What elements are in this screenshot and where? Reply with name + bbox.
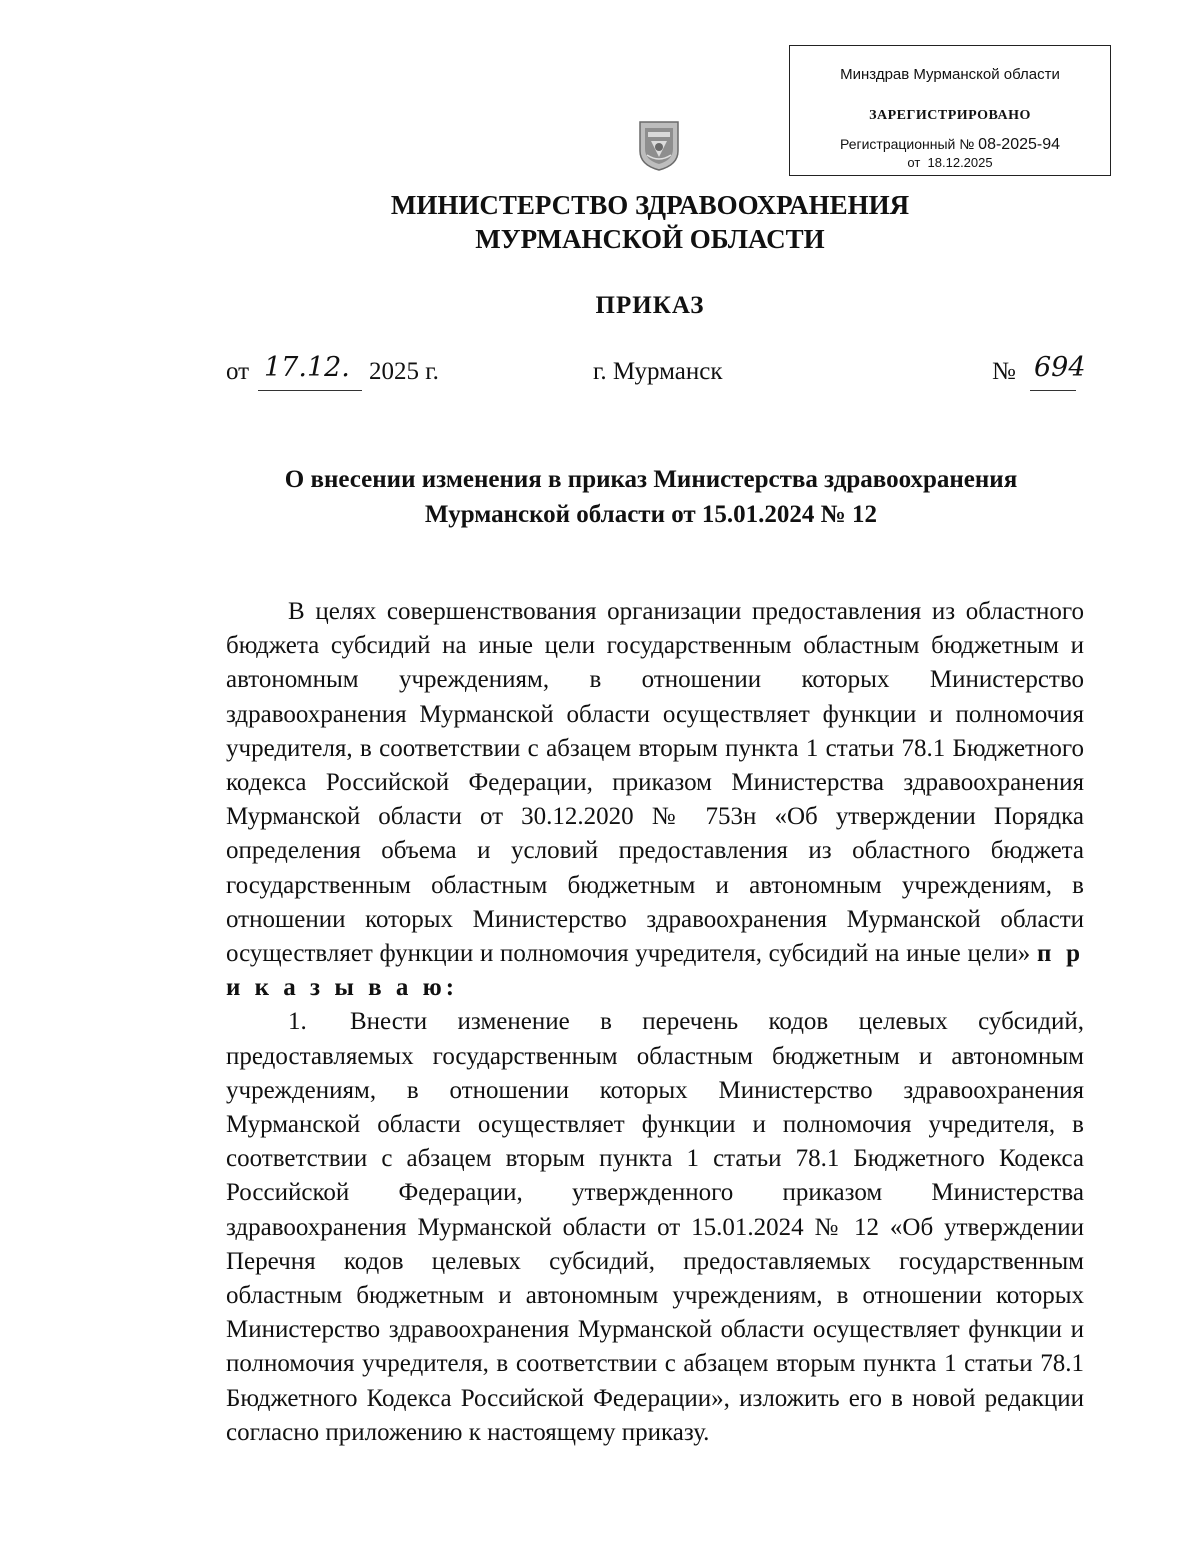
- coat-of-arms-icon: [637, 119, 681, 172]
- preamble-text: В целях совершенствования организации предоставления из областного бюджета субсидий на иные цели государственным областным бюджетным и автономным учреждениям, в отношении которых Министерство здравоохранения Мурманской области осуществляет функции и полномочия учредителя, в соответствии с абзацем вторым пункта 1 статьи 78.1 Бюджетного кодекса Российской Федерации, приказом Министерства здравоохранения Мурманской области от 30.12.2020 № 753н «Об утверждении Порядка определения объема и условий предоставления из областного бюджета государственным областным бюджетным и автономным учреждениям, в отношении которых Министерство здравоохранения Мурманской области осуществляет функции и полномочия учредителя, субсидий на иные цели»: [226, 598, 1084, 968]
- order-city: г. Мурманск: [593, 358, 723, 385]
- item-1-number: 1.: [288, 1008, 307, 1036]
- order-subject: [220, 462, 1082, 532]
- subject-line-2: Мурманской области от 15.01.2024 № 12: [424, 501, 878, 528]
- stamp-date: [790, 155, 1110, 170]
- stamp-date-label: от: [907, 155, 921, 170]
- order-body: [226, 595, 1084, 1450]
- ministry-line-2: МУРМАНСКОЙ ОБЛАСТИ: [475, 224, 825, 254]
- item-1-text: Внести изменение в перечень кодов целевых субсидий, предоставляемых государственным областным бюджетным и автономным учреждениям, в отношении которых Министерство здравоохранения Мурманской области осуществляет функции и полномочия учредителя, в соответствии с абзацем вторым пункта 1 статьи 78.1 Бюджетного Кодекса Российской Федерации, утвержденного приказом Министерства здравоохранения Мурманской области от 15.01.2024 № 12 «Об утверждении Перечня кодов целевых субсидий, предоставляемых государственным областным бюджетным и автономным учреждениям, в отношении которых Министерство здравоохранения Мурманской области осуществляет функции и полномочия учредителя, в соответствии с абзацем вторым пункта 1 статьи 78.1 Бюджетного Кодекса Российской Федерации», изложить его в новой редакции согласно приложению к настоящему приказу.: [226, 1008, 1084, 1446]
- item-1-paragraph: [226, 1005, 1084, 1450]
- stamp-organization: Минздрав Мурманской области: [840, 66, 1060, 83]
- subject-line-1: О внесении изменения в приказ Министерства здравоохранения: [284, 466, 1018, 493]
- stamp-reg-label: Регистрационный №: [839, 136, 975, 152]
- ministry-name: [300, 188, 1000, 256]
- date-prefix: от: [226, 358, 250, 385]
- order-word: п р и к а з ы в а ю:: [226, 940, 1084, 1002]
- ministry-line-1: МИНИСТЕРСТВО ЗДРАВООХРАНЕНИЯ: [390, 190, 910, 220]
- stamp-reg-number: 08-2025-94: [978, 136, 1061, 153]
- stamp-status: ЗАРЕГИСТРИРОВАНО: [869, 108, 1031, 123]
- preamble-paragraph: [226, 595, 1084, 1005]
- stamp-date-value: 18.12.2025: [927, 155, 993, 170]
- document-type: ПРИКАЗ: [595, 292, 705, 319]
- number-prefix: №: [992, 358, 1016, 385]
- stamp-registration-number: [790, 136, 1110, 154]
- order-year: 2025 г.: [369, 358, 439, 385]
- handwritten-number: 694: [1034, 352, 1086, 383]
- registration-stamp: [789, 45, 1111, 176]
- handwritten-date: 17.12.: [264, 352, 350, 383]
